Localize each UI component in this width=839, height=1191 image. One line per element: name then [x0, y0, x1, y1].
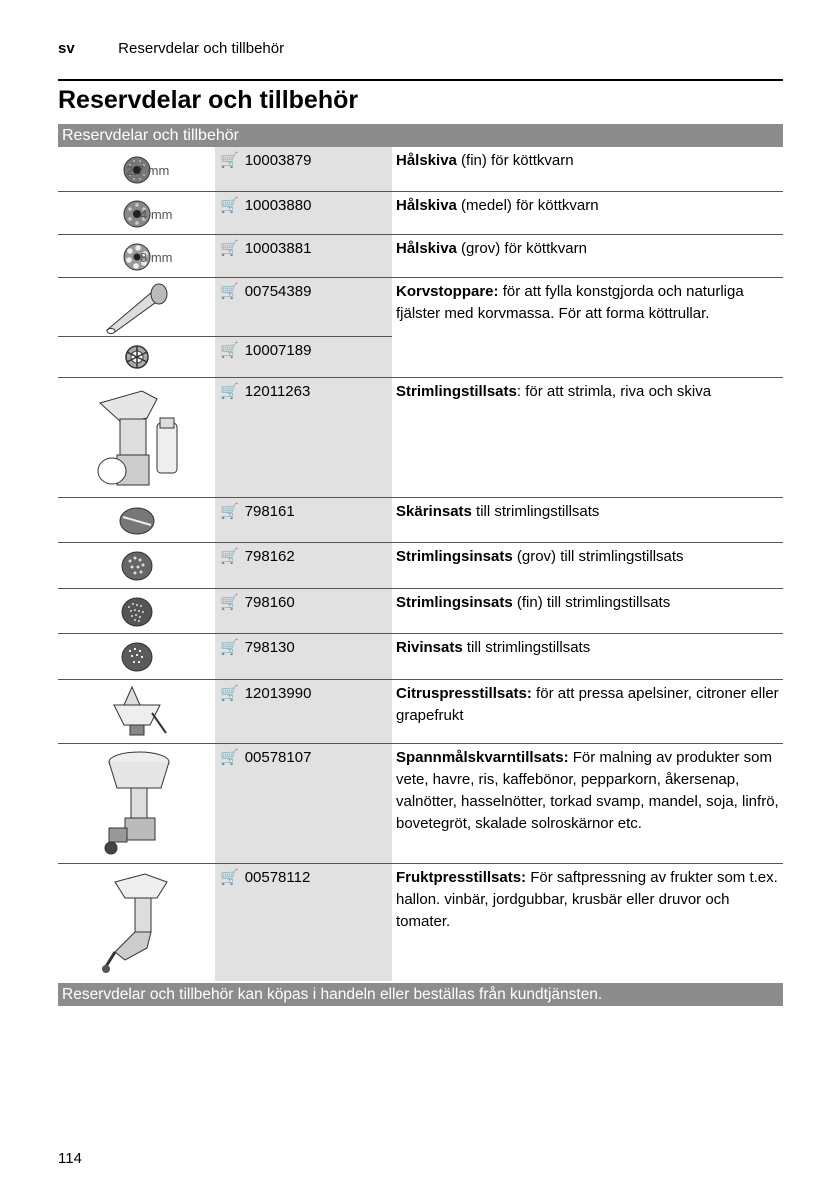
part-number	[220, 638, 295, 656]
part-number	[220, 239, 311, 257]
part-number	[220, 593, 295, 611]
part-detail: till strimlingstillsats	[462, 639, 591, 656]
part-description	[396, 238, 781, 260]
table-row	[58, 192, 783, 235]
part-detail: (medel) för köttkvarn	[456, 197, 599, 214]
page-header	[58, 40, 284, 57]
table-row	[58, 378, 783, 498]
page-number: 114	[58, 1150, 82, 1167]
header-rule	[58, 79, 783, 81]
part-description	[396, 281, 781, 325]
part-number-text: 10003880	[244, 196, 312, 214]
part-description	[396, 747, 781, 835]
slicing-insert-icon	[58, 498, 215, 543]
part-description	[396, 683, 781, 727]
cart-icon: 🛒	[220, 749, 239, 766]
part-description	[396, 546, 781, 568]
part-number	[220, 382, 310, 400]
table-header: Reservdelar och tillbehör	[58, 124, 783, 147]
header-section: Reservdelar och tillbehör	[118, 40, 285, 57]
cart-icon: 🛒	[220, 639, 239, 656]
sausage-filler-icon	[58, 278, 215, 336]
part-detail: (grov) till strimlingstillsats	[512, 548, 684, 565]
part-number-text: 00578112	[244, 868, 311, 886]
part-detail: För saftpressning av frukter som t.ex. hallon. vinbär, jordgubbar, krusbär eller druvor och tomater.	[396, 869, 778, 930]
part-number-text: 10003879	[244, 151, 312, 169]
table-row	[58, 498, 783, 543]
citrus-press-icon	[58, 680, 215, 744]
part-number-text: 798130	[244, 638, 295, 656]
table-row	[58, 278, 783, 378]
perforated-disc-medium-icon	[58, 192, 215, 235]
part-number	[220, 868, 310, 886]
cart-icon: 🛒	[220, 594, 239, 611]
part-number-text: 10007189	[244, 341, 312, 359]
part-name: Hålskiva	[396, 197, 457, 214]
part-number	[220, 684, 311, 702]
cart-icon: 🛒	[220, 685, 239, 702]
part-number-text: 00754389	[244, 282, 312, 300]
part-name: Rivinsats	[396, 639, 463, 656]
cart-icon: 🛒	[220, 283, 239, 300]
table-row	[58, 543, 783, 589]
part-number-text: 10003881	[244, 239, 312, 257]
part-number-text: 798160	[244, 593, 295, 611]
part-name: Strimlingsinsats	[396, 548, 513, 565]
cart-icon: 🛒	[220, 152, 239, 169]
part-description	[396, 150, 781, 172]
fine-shredding-insert-icon	[58, 589, 215, 634]
cart-icon: 🛒	[220, 548, 239, 565]
shredder-attachment-icon	[58, 378, 215, 498]
part-name: Fruktpresstillsats:	[396, 869, 527, 886]
part-description	[396, 381, 781, 403]
disc-size: 4 mm	[140, 207, 173, 222]
part-detail: För malning av produkter som vete, havre, ris, kaffebönor, pepparkorn, åkersenap, valnötter, hasselnötter, torkad svamp, mandel, soja, linfrö, bovetegröt, skalade solroskärnor etc.	[396, 749, 779, 832]
table-row	[58, 589, 783, 634]
table-row	[58, 864, 783, 981]
part-number-text: 00578107	[244, 748, 312, 766]
page-title: Reservdelar och tillbehör	[58, 86, 359, 114]
disc-size: 8 mm	[140, 250, 173, 265]
part-number	[220, 341, 311, 359]
cart-icon: 🛒	[220, 383, 239, 400]
part-name: Skärinsats	[396, 503, 472, 520]
disc-size: 2.7 mm	[126, 163, 170, 178]
table-footer: Reservdelar och tillbehör kan köpas i handeln eller beställas från kundtjänsten.	[58, 983, 783, 1006]
part-number	[220, 196, 311, 214]
table-row	[58, 634, 783, 680]
grating-insert-icon	[58, 634, 215, 680]
fruit-press-icon	[58, 864, 215, 981]
part-name: Strimlingstillsats	[396, 383, 517, 400]
part-name: Citruspresstillsats:	[396, 685, 532, 702]
language-code: sv	[58, 40, 75, 57]
part-description	[396, 592, 781, 614]
part-name: Spannmålskvarntillsats:	[396, 749, 569, 766]
table-row	[58, 235, 783, 278]
table-row	[58, 147, 783, 192]
cart-icon: 🛒	[220, 342, 239, 359]
cart-icon: 🛒	[220, 197, 239, 214]
part-description	[396, 195, 781, 217]
part-number-text: 798161	[244, 502, 295, 520]
part-description	[396, 867, 781, 933]
part-name: Korvstoppare:	[396, 283, 499, 300]
part-detail: till strimlingstillsats	[471, 503, 600, 520]
part-name: Hålskiva	[396, 152, 457, 169]
cart-icon: 🛒	[220, 503, 239, 520]
part-detail: : för att strimla, riva och skiva	[516, 383, 712, 400]
part-detail: (grov) för köttkvarn	[456, 240, 587, 257]
part-name: Hålskiva	[396, 240, 457, 257]
part-name: Strimlingsinsats	[396, 594, 513, 611]
part-number	[220, 151, 311, 169]
perforated-disc-coarse-icon	[58, 235, 215, 278]
part-detail: (fin) för köttkvarn	[456, 152, 574, 169]
part-number	[220, 502, 295, 520]
part-number-text: 12013990	[244, 684, 312, 702]
coarse-shredding-insert-icon	[58, 543, 215, 589]
part-description	[396, 637, 781, 659]
part-number-text: 12011263	[244, 382, 311, 400]
part-number	[220, 748, 311, 766]
table-row	[58, 680, 783, 744]
part-description	[396, 501, 781, 523]
part-detail: för att pressa apelsiner, citroner eller grapefrukt	[396, 685, 779, 724]
shaping-disc-icon	[58, 337, 215, 377]
part-number	[220, 282, 311, 300]
part-detail: för att fylla konstgjorda och naturliga fjälster med korvmassa. För att forma köttrullar.	[396, 283, 744, 322]
cart-icon: 🛒	[220, 240, 239, 257]
part-detail: (fin) till strimlingstillsats	[512, 594, 671, 611]
part-number	[220, 547, 295, 565]
cart-icon: 🛒	[220, 869, 239, 886]
part-number-text: 798162	[244, 547, 295, 565]
table-row	[58, 744, 783, 864]
grain-mill-icon	[58, 744, 215, 864]
